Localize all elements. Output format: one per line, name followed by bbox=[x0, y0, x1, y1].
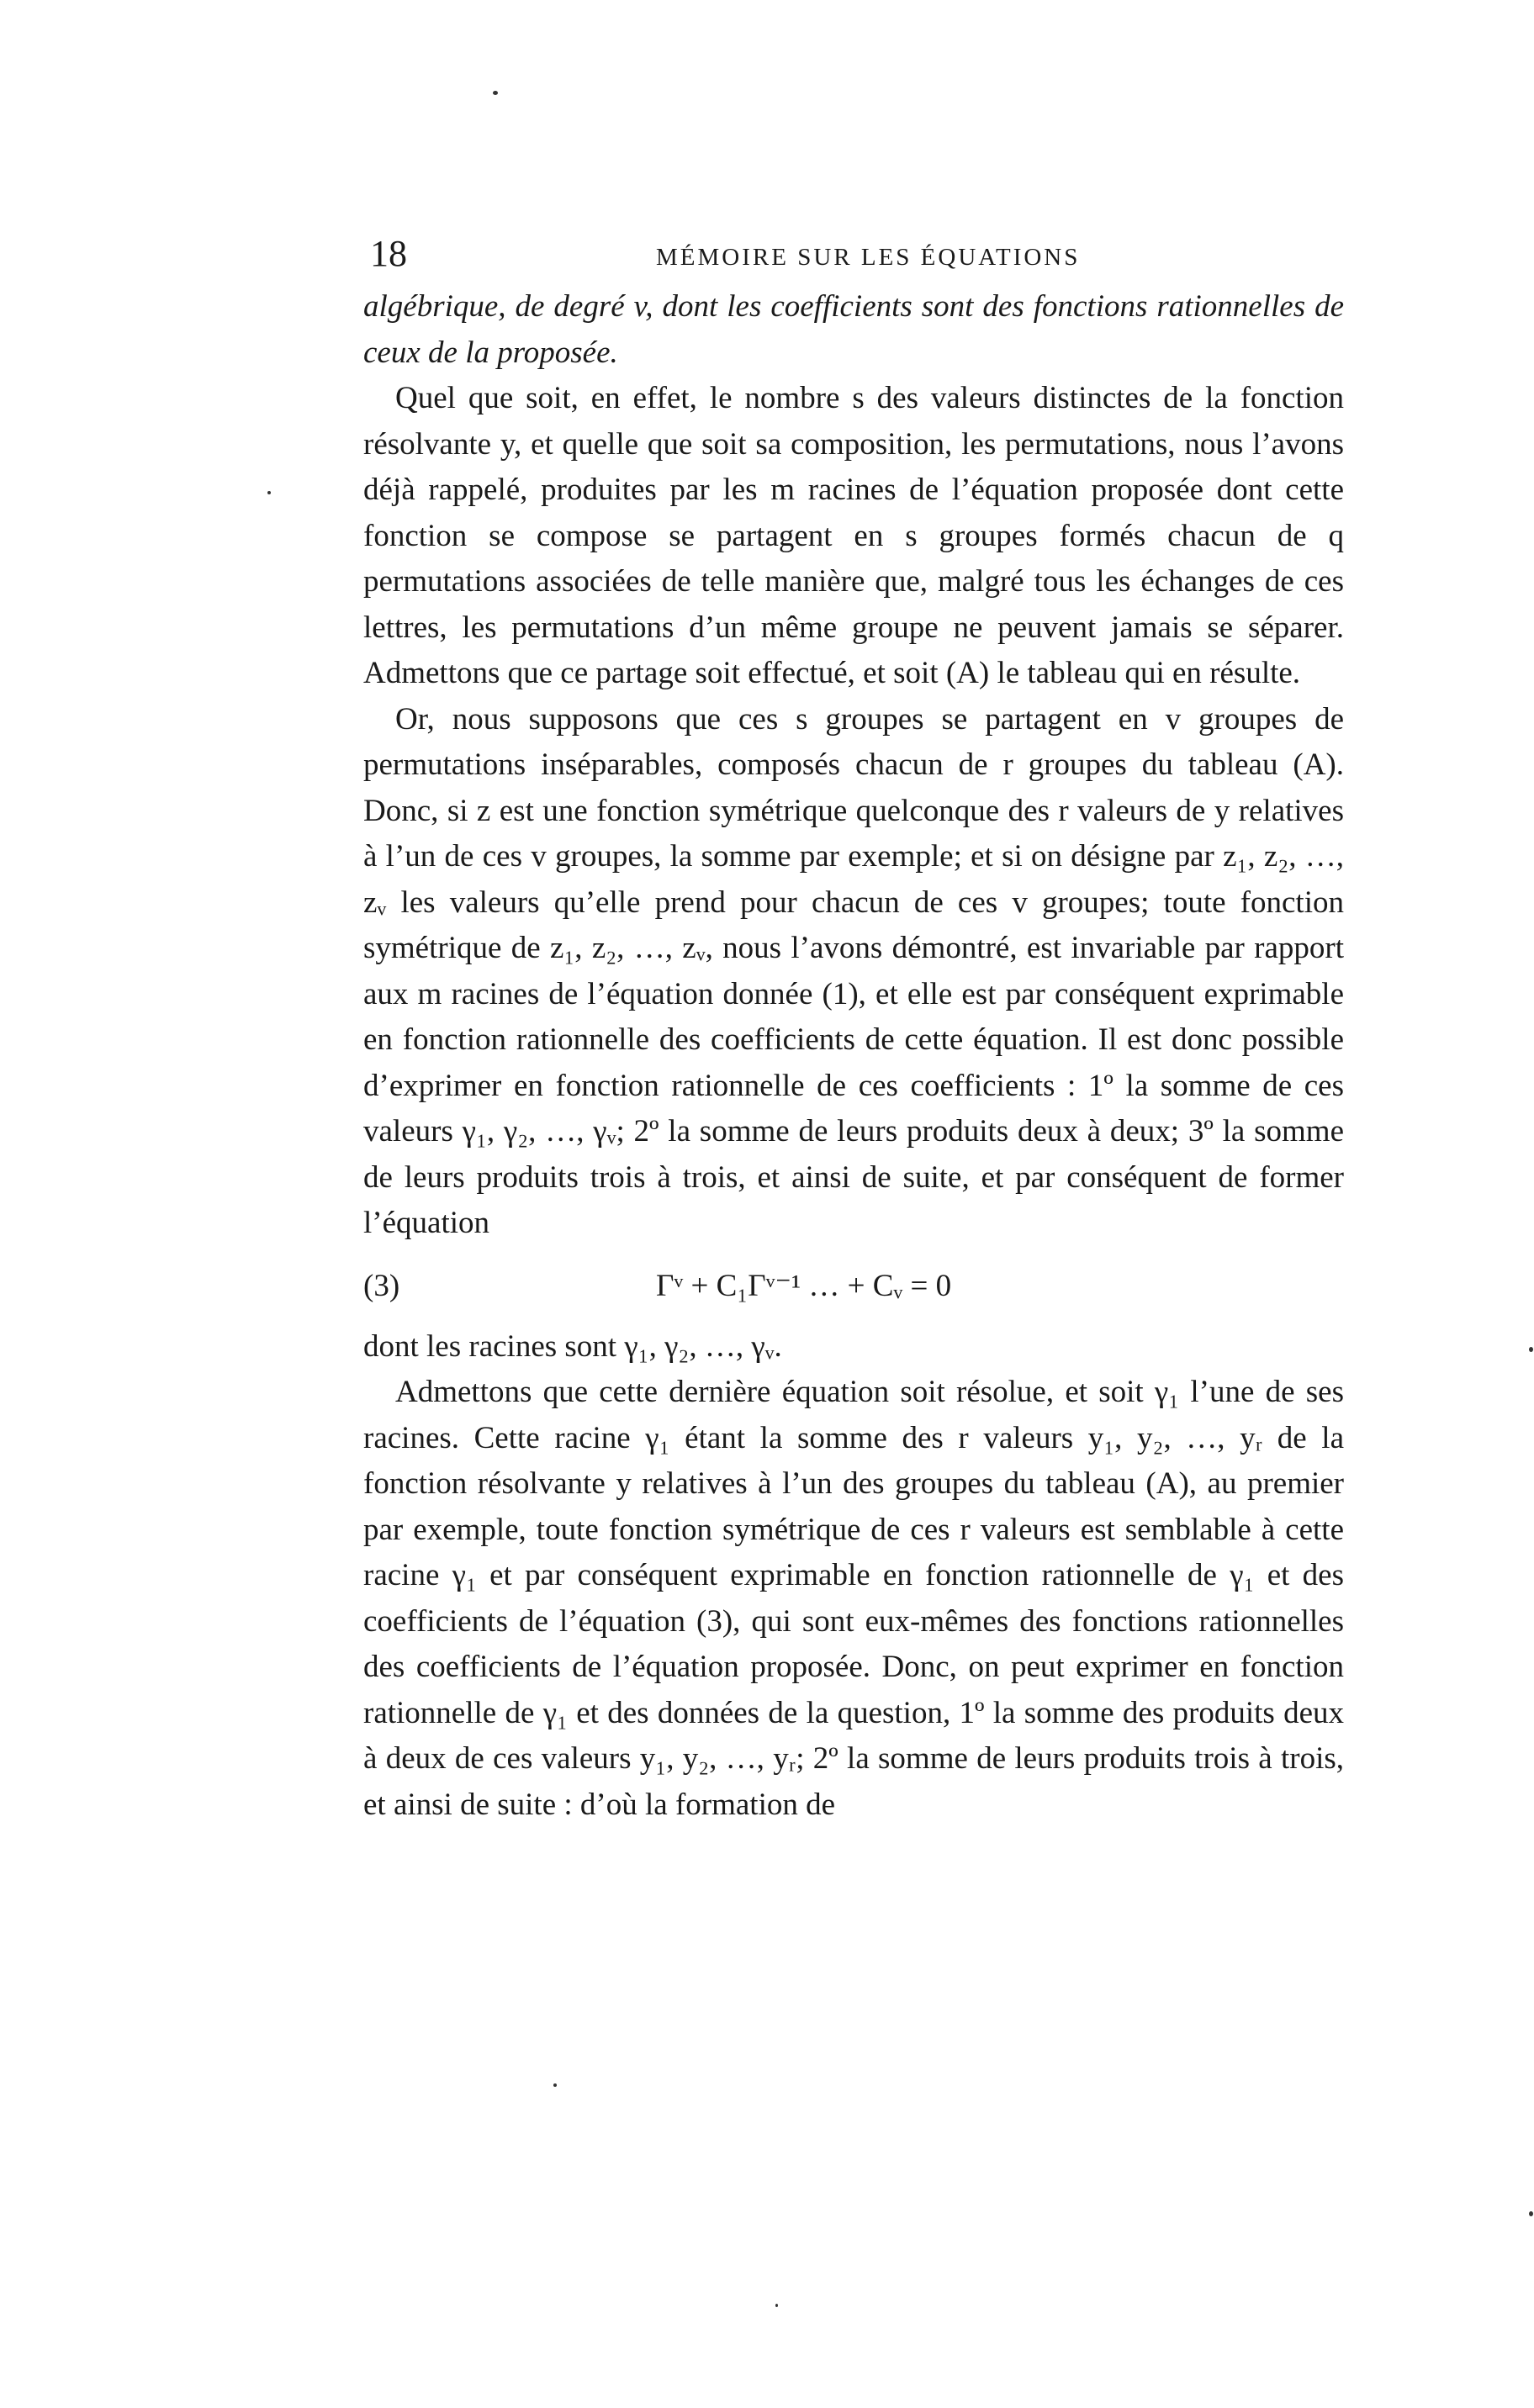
scan-speck bbox=[1529, 2211, 1533, 2216]
page-number: 18 bbox=[370, 233, 407, 274]
equation-expression: Γᵛ + C₁Γᵛ⁻¹ … + Cᵥ = 0 bbox=[656, 1268, 952, 1303]
equation-number: (3) bbox=[363, 1268, 400, 1303]
paragraph-4: dont les racines sont γ₁, γ₂, …, γᵥ. bbox=[363, 1328, 782, 1364]
scan-speck bbox=[267, 491, 271, 494]
running-title: MÉMOIRE SUR LES ÉQUATIONS bbox=[656, 244, 1081, 271]
equation-3 bbox=[363, 1254, 1344, 1321]
page-header bbox=[370, 232, 1346, 283]
scan-speck bbox=[553, 2083, 557, 2087]
paragraph-3: Or, nous supposons que ces s groupes se partagent en v groupes de permutations inséparables, composés chacun de r groupes du tableau (A). Donc, si z est une fonction symétrique quelconque des r valeurs de y relatives à l’un de ces v groupes, la somme par exemple; et si on désigne par z₁, z₂, …, zᵥ les valeurs qu’elle prend pour chacun de ces v groupes; toute fonction symétrique de z₁, z₂, …, zᵥ, nous l’avons démontré, est invariable par rapport aux m racines de l’équation donnée (1), et elle est par conséquent exprimable en fonction rationnelle des coefficients de cette équation. Il est donc possible d’exprimer en fonction rationnelle de ces coefficients : 1º la somme de ces valeurs γ₁, γ₂, …, γᵥ; 2º la somme de leurs produits deux à deux; 3º la somme de leurs produits trois à trois, et ainsi de suite, et par conséquent de former l’équation bbox=[363, 701, 1344, 1240]
paragraph-2: Quel que soit, en effet, le nombre s des valeurs distinctes de la fonction résolvante y, et quelle que soit sa composition, les permutations, nous l’avons déjà rappelé, produites par les m racines de l’équation proposée dont cette fonction se compose se partagent en s groupes formés chacun de q permutations associées de telle manière que, malgré tous les échanges de ces lettres, les permutations d’un même groupe ne peuvent jamais se séparer. Admettons que ce partage soit effectué, et soit (A) le tableau qui en résulte. bbox=[363, 381, 1344, 690]
scan-speck bbox=[493, 91, 498, 95]
scan-speck bbox=[775, 2304, 778, 2307]
body-text bbox=[363, 284, 1344, 1828]
scan-speck bbox=[1529, 1347, 1533, 1352]
paragraph-5: Admettons que cette dernière équation soit résolue, et soit γ₁ l’une de ses racines. Cette racine γ₁ étant la somme des r valeurs y₁, y₂, …, yᵣ de la fonction résolvante y relatives à l’un des groupes du tableau (A), au premier par exemple, toute fonction symétrique de ces r valeurs est semblable à cette racine γ₁ et par conséquent exprimable en fonction rationnelle de γ₁ et des coefficients de l’équation (3), qui sont eux-mêmes des fonctions rationnelles des coefficients de l’équation proposée. Donc, on peut exprimer en fonction rationnelle de γ₁ et des données de la question, 1º la somme des produits deux à deux de ces valeurs y₁, y₂, …, yᵣ; 2º la somme de leurs produits trois à trois, et ainsi de suite : d’où la formation de bbox=[363, 1375, 1344, 1822]
paragraph-1: algébrique, de degré v, dont les coefficients sont des fonctions rationnelles de ceux de la proposée. bbox=[363, 289, 1344, 370]
